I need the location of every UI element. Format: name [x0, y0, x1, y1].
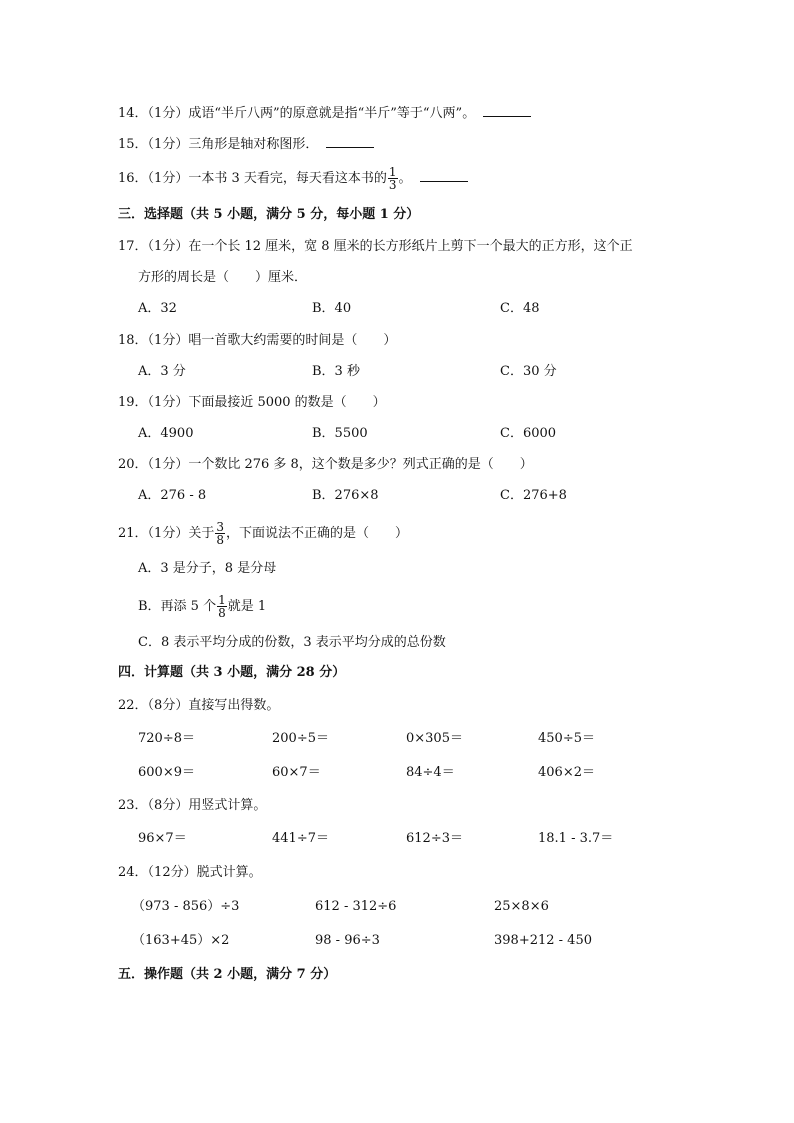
calc-item: 612÷3＝: [406, 831, 463, 846]
question-15-text: 15．（1分）三角形是轴对称图形．: [118, 137, 319, 152]
question-21-suffix: ，下面说法不正确的是（ ）: [225, 526, 408, 541]
question-16-text: 16．（1分）一本书 3 天看完，每天看这本书的: [118, 171, 387, 186]
calc-item: 406×2＝: [538, 765, 595, 780]
calc-item: （163+45）×2: [132, 933, 230, 948]
question-15: [118, 135, 374, 154]
calc-item: 450÷5＝: [538, 731, 595, 746]
option-b[interactable]: B．276×8: [312, 488, 379, 503]
calc-item: （973 - 856）÷3: [132, 899, 240, 914]
fraction-denominator: 3: [388, 178, 397, 192]
option-c[interactable]: C．48: [500, 301, 540, 316]
option-c[interactable]: C．6000: [500, 426, 557, 441]
option-c[interactable]: C．8 表示平均分成的份数，3 表示平均分成的总份数: [138, 635, 446, 650]
section-5-heading: 五．操作题（共 2 小题，满分 7 分）: [118, 967, 337, 982]
option-b[interactable]: B．5500: [312, 426, 368, 441]
calc-item: 25×8×6: [494, 899, 549, 914]
fraction-numerator: 3: [216, 520, 224, 534]
calc-item: 96×7＝: [138, 831, 187, 846]
question-14: [118, 104, 531, 123]
option-c[interactable]: C．30 分: [500, 364, 557, 379]
option-b[interactable]: B．3 秒: [312, 364, 360, 379]
calc-item: 720÷8＝: [138, 731, 195, 746]
question-21-text: 21．（1分）关于: [118, 526, 215, 541]
fraction-numerator: 1: [218, 593, 226, 607]
option-b[interactable]: [138, 594, 266, 619]
calc-item: 441÷7＝: [272, 831, 329, 846]
calc-item: 398+212 - 450: [494, 933, 592, 948]
calc-item: 0×305＝: [406, 731, 463, 746]
section-4-heading: 四．计算题（共 3 小题，满分 28 分）: [118, 665, 346, 680]
calc-item: 84÷4＝: [406, 765, 455, 780]
question-23: 23．（8分）用竖式计算。: [118, 798, 267, 813]
fraction-numerator: 1: [388, 165, 397, 179]
answer-blank[interactable]: [483, 104, 531, 117]
option-a[interactable]: A．3 分: [138, 364, 186, 379]
option-b[interactable]: B．40: [312, 301, 352, 316]
question-17-line1: 17．（1分）在一个长 12 厘米，宽 8 厘米的长方形纸片上剪下一个最大的正方形，这个正: [118, 239, 633, 254]
question-16-suffix: 。: [398, 171, 412, 186]
question-17-line2: 方形的周长是（ ）厘米．: [138, 270, 308, 285]
question-20: 20．（1分）一个数比 276 多 8，这个数是多少？列式正确的是（ ）: [118, 457, 533, 472]
calc-item: 18.1 - 3.7＝: [538, 831, 614, 846]
option-a[interactable]: A．276 - 8: [138, 488, 207, 503]
question-22: 22．（8分）直接写出得数。: [118, 698, 280, 713]
question-21: [118, 521, 408, 546]
option-a[interactable]: A．4900: [138, 426, 194, 441]
calc-item: 612 - 312÷6: [315, 899, 397, 914]
option-c[interactable]: C．276+8: [500, 488, 567, 503]
calc-item: 200÷5＝: [272, 731, 329, 746]
answer-blank[interactable]: [326, 135, 374, 148]
section-3-heading: 三．选择题（共 5 小题，满分 5 分，每小题 1 分）: [118, 207, 420, 222]
calc-item: 98 - 96÷3: [315, 933, 380, 948]
option-b-suffix: 就是 1: [227, 599, 267, 614]
option-a[interactable]: A．32: [138, 301, 177, 316]
question-14-text: 14．（1分）成语“半斤八两”的原意就是指“半斤”等于“八两”。: [118, 106, 476, 121]
calc-item: 60×7＝: [272, 765, 321, 780]
fraction-denominator: 8: [218, 606, 226, 620]
question-16: [118, 166, 468, 191]
option-b-text: B．再添 5 个: [138, 599, 217, 614]
option-a[interactable]: A．3 是分子，8 是分母: [138, 561, 277, 576]
question-18: 18．（1分）唱一首歌大约需要的时间是（ ）: [118, 333, 397, 348]
question-24: 24．（12分）脱式计算。: [118, 865, 262, 880]
fraction-denominator: 8: [216, 533, 224, 547]
fraction: [215, 521, 225, 546]
calc-item: 600×9＝: [138, 765, 195, 780]
question-19: 19．（1分）下面最接近 5000 的数是（ ）: [118, 395, 386, 410]
fraction: [217, 594, 227, 619]
fraction: [388, 166, 398, 191]
answer-blank[interactable]: [420, 169, 468, 182]
